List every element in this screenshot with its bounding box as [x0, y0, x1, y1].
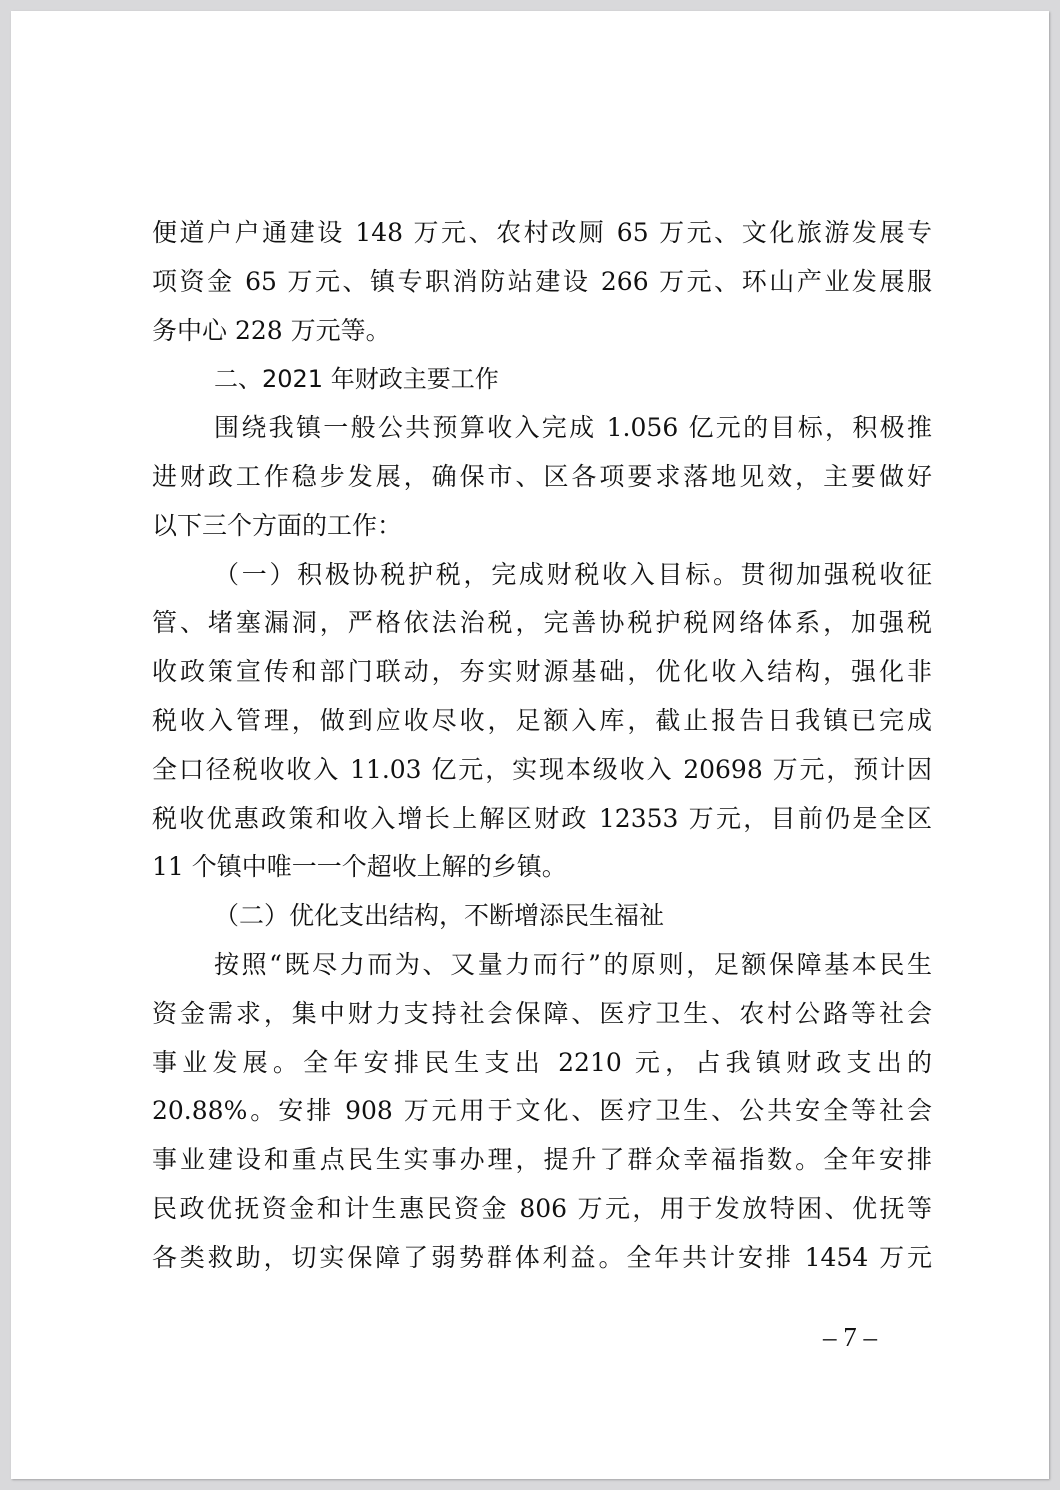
text-line: 税收入管理，做到应收尽收，足额入库，截止报告日我镇已完成 [152, 705, 932, 735]
text-line: 收政策宣传和部门联动，夯实财源基础，优化收入结构，强化非 [152, 657, 932, 687]
text-line: 资金需求，集中财力支持社会保障、医疗卫生、农村公路等社会 [152, 998, 932, 1028]
paragraph-4 [152, 941, 932, 1283]
text-line: 税收优惠政策和收入增长上解区财政 12353 万元，目前仍是全区 [152, 803, 932, 833]
text-line: 进财政工作稳步发展，确保市、区各项要求落地见效，主要做好 [152, 461, 932, 491]
text-line: 管、堵塞漏洞，严格依法治税，完善协税护税网络体系，加强税 [152, 608, 932, 638]
page-number: – 7 – [823, 1322, 877, 1352]
text-line: 民政优抚资金和计生惠民资金 806 万元，用于发放特困、优抚等 [152, 1193, 932, 1223]
paragraph-3 [152, 551, 932, 893]
subheading: （二）优化支出结构，不断增添民生福祉 [214, 901, 665, 931]
text-line: 事业发展。全年安排民生支出 2210 元，占我镇财政支出的 [152, 1047, 932, 1077]
text-line: 便道户户通建设 148 万元、农村改厕 65 万元、文化旅游发展专 [152, 218, 932, 247]
text-line: （一）积极协税护税，完成财税收入目标。贯彻加强税收征 [214, 559, 932, 589]
text-line: 11 个镇中唯一一个超收上解的乡镇。 [152, 852, 567, 882]
text-line: 务中心 228 万元等。 [152, 315, 391, 345]
text-line: 项资金 65 万元、镇专职消防站建设 266 万元、环山产业发展服 [152, 266, 932, 296]
paragraph-2 [152, 404, 932, 550]
paragraph-1 [152, 209, 932, 355]
text-line: 按照“既尽力而为、又量力而行”的原则，足额保障基本民生 [214, 949, 932, 979]
document-page [11, 11, 1049, 1479]
text-line: 全口径税收收入 11.03 亿元，实现本级收入 20698 万元，预计因 [152, 754, 932, 784]
text-line: 以下三个方面的工作： [152, 510, 403, 540]
text-line: 各类救助，切实保障了弱势群体利益。全年共计安排 1454 万元 [152, 1242, 932, 1272]
section-heading: 二、2021 年财政主要工作 [214, 365, 499, 394]
text-line: 事业建设和重点民生实事办理，提升了群众幸福指数。全年安排 [152, 1145, 932, 1175]
body-text [152, 209, 932, 1283]
text-line: 20.88%。安排 908 万元用于文化、医疗卫生、公共安全等社会 [152, 1096, 932, 1126]
text-line: 围绕我镇一般公共预算收入完成 1.056 亿元的目标，积极推 [214, 413, 932, 443]
